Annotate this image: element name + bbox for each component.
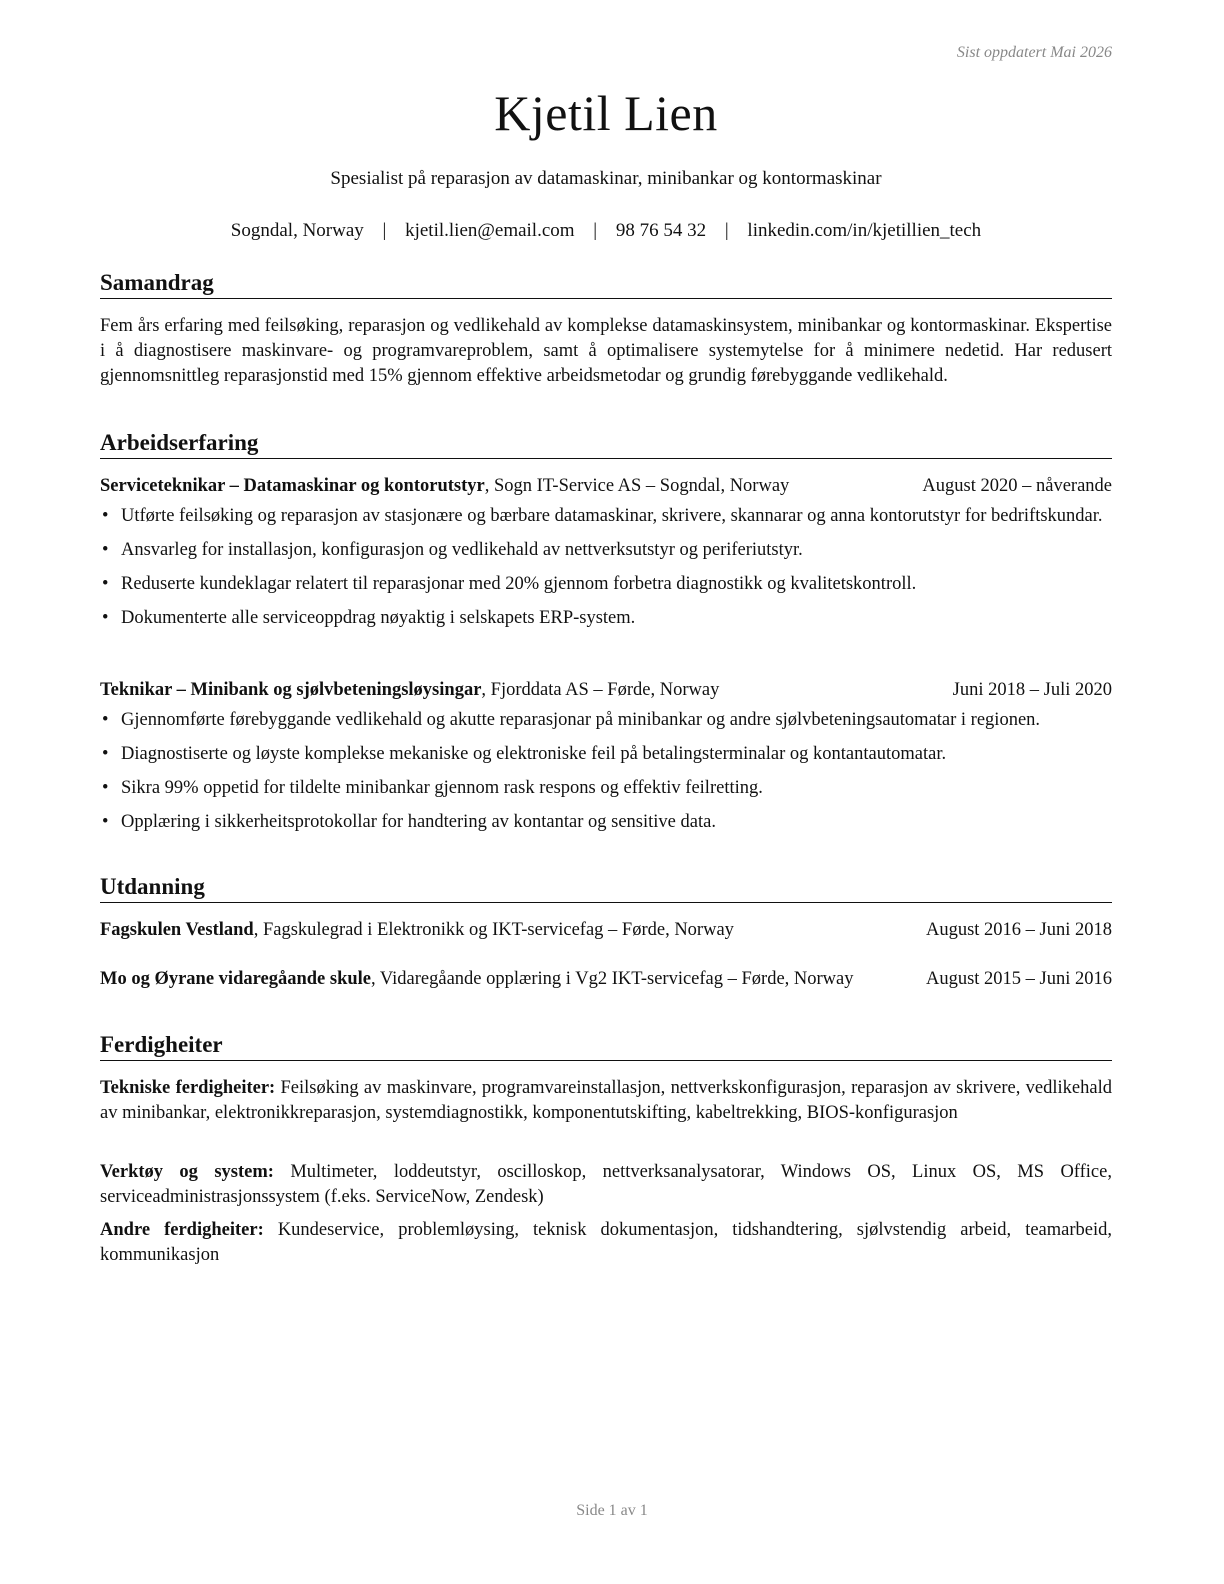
job-employer: , Fjorddata AS – Førde, Norway <box>481 680 720 700</box>
education-dates: August 2015 – Juni 2016 <box>925 969 1112 989</box>
job-dates: Juni 2018 – Juli 2020 <box>952 680 1112 700</box>
job-role: Teknikar – Minibank og sjølvbeteningsløysingar <box>100 680 482 700</box>
contact-separator: | <box>724 220 729 241</box>
job-header <box>100 678 1112 703</box>
contact-line <box>100 220 1112 242</box>
skill-text: Feilsøking av maskinvare, programvareinstallasjon, nettverkskonfigurasjon, reparasjon av skrivere, vedlikehald av minibankar, elektronikkreparasjon, systemdiagnostikk, komponentutskifting, kabeltrekking, BIOS-konfigurasjon <box>100 1078 1112 1123</box>
list-item: • Utførte feilsøking og reparasjon av stasjonære og bærbare datamaskinar, skrivere, skannarar og anna kontorutstyr for bedriftskundar. <box>100 504 1112 529</box>
section-title-experience: Arbeidserfaring <box>100 430 1112 459</box>
section-title-education: Utdanning <box>100 874 1112 903</box>
skill-line <box>100 1076 1112 1126</box>
candidate-name: Kjetil Lien <box>494 85 718 141</box>
education-item <box>100 967 1112 992</box>
education-school: Fagskulen Vestland <box>100 920 254 940</box>
list-item: • Opplæring i sikkerheitsprotokollar for handtering av kontantar og sensitive data. <box>100 810 1112 835</box>
education-degree: , Fagskulegrad i Elektronikk og IKT-servicefag – Førde, Norway <box>253 920 734 940</box>
education-item <box>100 918 1112 943</box>
list-item: • Ansvarleg for installasjon, konfigurasjon og vedlikehald av nettverksutstyr og periferiutstyr. <box>100 538 1112 563</box>
skill-label: Verktøy og system: <box>100 1162 274 1182</box>
job-header <box>100 474 1112 499</box>
education-text <box>100 967 880 992</box>
last-updated: Sist oppdatert Mai 2026 <box>956 44 1112 61</box>
education-school: Mo og Øyrane vidaregåande skule <box>100 969 371 989</box>
summary-text: Fem års erfaring med feilsøking, reparasjon og vedlikehald av komplekse datamaskinsystem, minibankar og kontormaskinar. Ekspertise i å diagnostisere maskinvare- og programvareproblem, samt å optimalisere systemytelse for å minimere nedetid. Har redusert gjennomsnittleg reparasjonstid med 15% gjennom effektive arbeidsmetodar og grundig førebyggande vedlikehald. <box>100 316 1112 386</box>
job-dates: August 2020 – nåverande <box>922 476 1112 496</box>
contact-separator: | <box>382 220 387 241</box>
contact-phone: 98 76 54 32 <box>615 220 707 241</box>
job-role: Serviceteknikar – Datamaskinar og kontorutstyr <box>100 476 485 496</box>
job-bullets <box>100 504 1112 640</box>
professional-subtitle: Spesialist på reparasjon av datamaskinar, minibankar og kontormaskinar <box>330 168 882 189</box>
list-item: • Reduserte kundeklagar relatert til reparasjonar med 20% gjennom forbetra diagnostikk og kvalitetskontroll. <box>100 572 1112 597</box>
education-dates: August 2016 – Juni 2018 <box>925 920 1112 940</box>
skill-text: Multimeter, loddeutstyr, oscilloskop, nettverksanalysatorar, Windows OS, Linux OS, MS Office, serviceadministrasjonssystem (f.eks. ServiceNow, Zendesk) <box>100 1162 1112 1207</box>
contact-separator: | <box>593 220 598 241</box>
skill-label: Tekniske ferdigheiter: <box>100 1078 276 1098</box>
skill-line <box>100 1218 1112 1268</box>
job-employer: , Sogn IT-Service AS – Sogndal, Norway <box>484 476 790 496</box>
list-item: • Sikra 99% oppetid for tildelte minibankar gjennom rask respons og effektiv feilretting. <box>100 776 1112 801</box>
section-title-summary: Samandrag <box>100 270 1112 299</box>
page-number: Side 1 av 1 <box>576 1502 648 1519</box>
education-text <box>100 918 880 943</box>
contact-email[interactable]: kjetil.lien@email.com <box>405 220 575 241</box>
list-item: • Gjennomførte førebyggande vedlikehald og akutte reparasjonar på minibankar og andre sjølvbeteningsautomatar i regionen. <box>100 708 1112 733</box>
list-item: • Diagnostiserte og løyste komplekse mekaniske og elektroniske feil på betalingsterminalar og kontantautomatar. <box>100 742 1112 767</box>
contact-location: Sogndal, Norway <box>230 220 364 241</box>
education-degree: , Vidaregåande opplæring i Vg2 IKT-servicefag – Førde, Norway <box>371 969 854 989</box>
skill-text: Kundeservice, problemløysing, teknisk dokumentasjon, tidshandtering, sjølvstendig arbeid, teamarbeid, kommunikasjon <box>100 1220 1113 1265</box>
job-bullets <box>100 708 1112 844</box>
contact-linkedin[interactable]: linkedin.com/in/kjetillien_tech <box>747 220 982 241</box>
list-item: • Dokumenterte alle serviceoppdrag nøyaktig i selskapets ERP-system. <box>100 606 1112 631</box>
skill-label: Andre ferdigheiter: <box>100 1220 264 1240</box>
skill-line <box>100 1160 1112 1210</box>
section-title-skills: Ferdigheiter <box>100 1032 1112 1061</box>
